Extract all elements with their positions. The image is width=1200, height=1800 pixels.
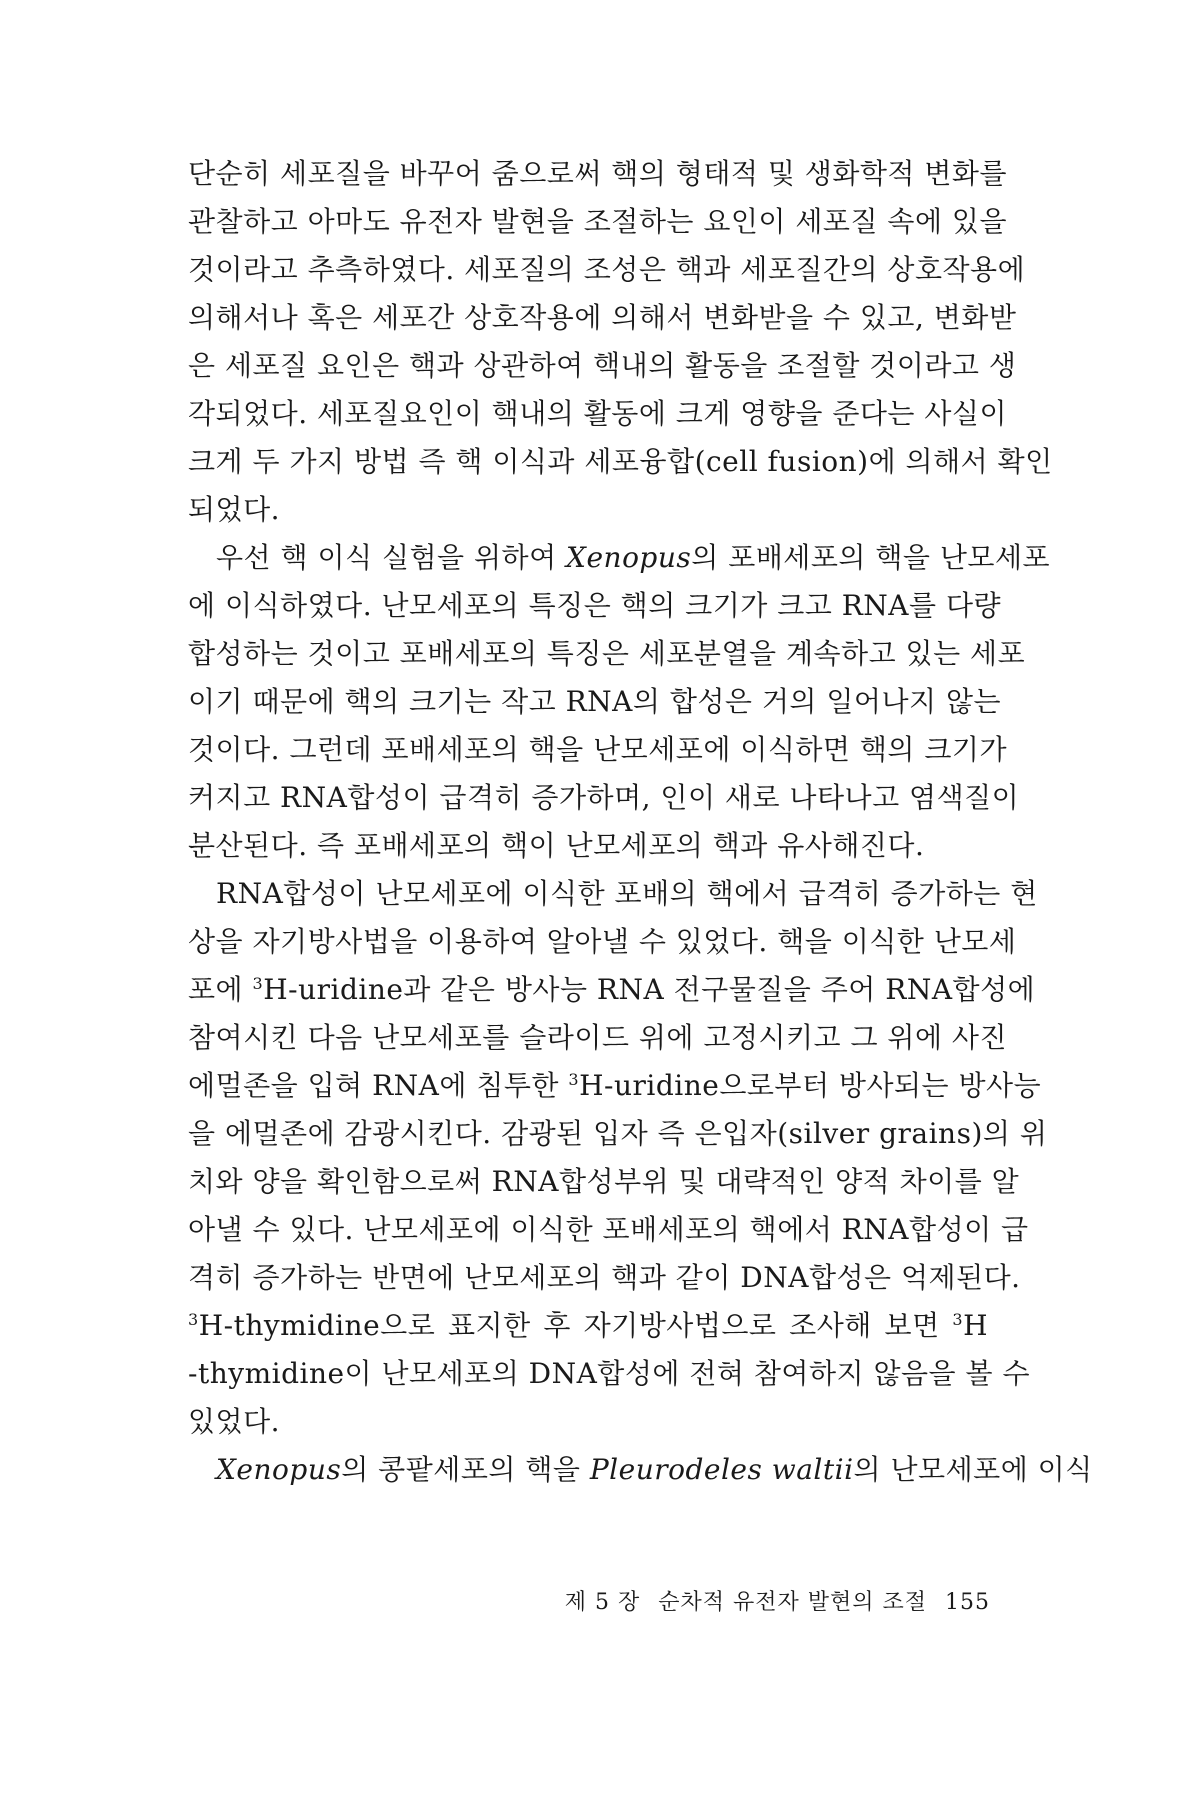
text-line: 에 이식하였다. 난모세포의 특징은 핵의 크기가 크고 RNA를 다량 xyxy=(188,589,1002,622)
text-line: 합성하는 것이고 포배세포의 특징은 세포분열을 계속하고 있는 세포 xyxy=(188,637,1026,670)
text-line: 의해서나 혹은 세포간 상호작용에 의해서 변화받을 수 있고, 변화받 xyxy=(188,301,1017,334)
text-line: 아낼 수 있다. 난모세포에 이식한 포배세포의 핵에서 RNA합성이 급 xyxy=(188,1213,1029,1246)
text-line: 우선 핵 이식 실험을 위하여 Xenopus의 포배세포의 핵을 난모세포 xyxy=(216,541,1051,574)
text-line: 을 에멀존에 감광시킨다. 감광된 입자 즉 은입자(silver grains)의 위 xyxy=(188,1117,1048,1150)
paragraph-2 xyxy=(188,534,1051,870)
text-line: 분산된다. 즉 포배세포의 핵이 난모세포의 핵과 유사해진다. xyxy=(188,829,925,862)
footer-chapter: 제 5 장 xyxy=(564,1590,641,1615)
text-line: 은 세포질 요인은 핵과 상관하여 핵내의 활동을 조절할 것이라고 생 xyxy=(188,349,1017,382)
text-line: 격히 증가하는 반면에 난모세포의 핵과 같이 DNA합성은 억제된다. xyxy=(188,1261,1021,1294)
page-number: 155 xyxy=(945,1590,990,1615)
text-line: 되었다. xyxy=(188,493,281,526)
text-line: 참여시킨 다음 난모세포를 슬라이드 위에 고정시키고 그 위에 사진 xyxy=(188,1021,1008,1054)
text-line: 것이라고 추측하였다. 세포질의 조성은 핵과 세포질간의 상호작용에 xyxy=(188,253,1026,286)
paragraph-4 xyxy=(188,1446,1093,1494)
page-footer xyxy=(540,1585,990,1616)
text-line: -thymidine이 난모세포의 DNA합성에 전혀 참여하지 않음을 볼 수 xyxy=(188,1357,1030,1390)
footer-title: 순차적 유전자 발현의 조절 xyxy=(658,1590,927,1615)
text-line: 각되었다. 세포질요인이 핵내의 활동에 크게 영향을 준다는 사실이 xyxy=(188,397,1008,430)
text-line: 이기 때문에 핵의 크기는 작고 RNA의 합성은 거의 일어나지 않는 xyxy=(188,685,1002,718)
text-line: 상을 자기방사법을 이용하여 알아낼 수 있었다. 핵을 이식한 난모세 xyxy=(188,925,1017,958)
text-line: 포에 $^3$H-uridine과 같은 방사능 RNA 전구물질을 주어 RNA합성에 xyxy=(188,973,1036,1006)
text-line: 관찰하고 아마도 유전자 발현을 조절하는 요인이 세포질 속에 있을 xyxy=(188,205,1008,238)
text-line: RNA합성이 난모세포에 이식한 포배의 핵에서 급격히 증가하는 현 xyxy=(216,877,1038,910)
page-body xyxy=(188,150,1093,1494)
text-line: Xenopus의 콩팥세포의 핵을 Pleurodeles waltii의 난모세포에 이식 xyxy=(216,1453,1093,1486)
text-line: 것이다. 그런데 포배세포의 핵을 난모세포에 이식하면 핵의 크기가 xyxy=(188,733,1008,766)
text-line: 치와 양을 확인함으로써 RNA합성부위 및 대략적인 양적 차이를 알 xyxy=(188,1165,1020,1198)
text-line: 크게 두 가지 방법 즉 핵 이식과 세포융합(cell fusion)에 의해서 확인 xyxy=(188,445,1053,478)
text-line: $^3$H-thymidine으로 표지한 후 자기방사법으로 조사해 보면 $^3$H xyxy=(188,1309,988,1342)
text-line: 커지고 RNA합성이 급격히 증가하며, 인이 새로 나타나고 염색질이 xyxy=(188,781,1020,814)
text-line: 에멀존을 입혀 RNA에 침투한 $^3$H-uridine으로부터 방사되는 방사능 xyxy=(188,1069,1042,1102)
text-line: 있었다. xyxy=(188,1405,281,1438)
paragraph-3 xyxy=(188,870,1048,1446)
text-line: 단순히 세포질을 바꾸어 줌으로써 핵의 형태적 및 생화학적 변화를 xyxy=(188,157,1008,190)
paragraph-1 xyxy=(188,150,1053,534)
